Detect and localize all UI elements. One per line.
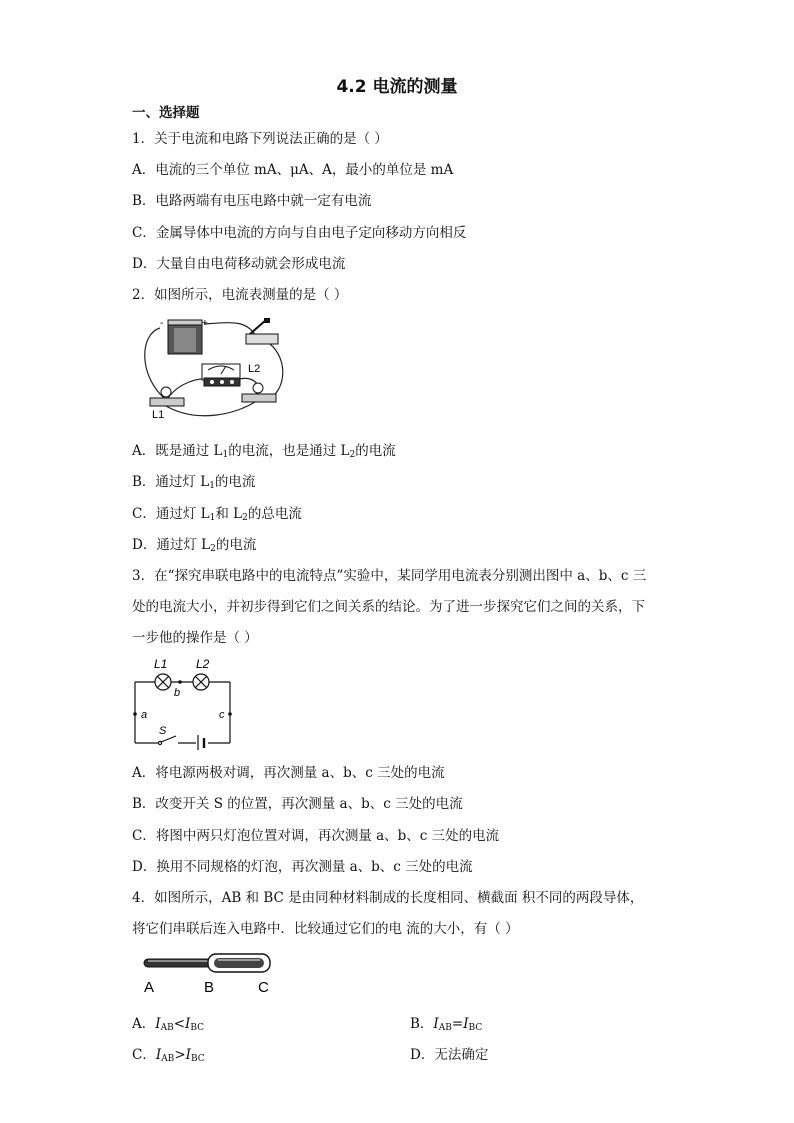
q1-option-c: C．金属导体中电流的方向与自由电子定向移动方向相反 bbox=[132, 225, 467, 241]
lamp-l2-icon bbox=[193, 674, 209, 690]
point-a-label: A bbox=[144, 979, 155, 996]
q3-option-b: B．改变开关 S 的位置，再次测量 a、b、c 三处的电流 bbox=[132, 796, 463, 812]
q3-circuit-figure bbox=[130, 654, 236, 750]
wire bbox=[145, 328, 164, 398]
q3-option-d: D．换用不同规格的灯泡，再次测量 a、b、c 三处的电流 bbox=[132, 859, 473, 875]
lamp-l1-label: L1 bbox=[154, 657, 168, 671]
point-a-dot bbox=[133, 712, 137, 716]
q3-stem-line-3: 一步他的操作是（ ） bbox=[132, 630, 258, 646]
q2-circuit-figure bbox=[138, 314, 290, 422]
conductor-bc-icon bbox=[208, 954, 270, 972]
point-b-label: B bbox=[204, 979, 215, 996]
ammeter-icon bbox=[202, 364, 240, 386]
q4-option-c: C．$I_{AB}>I_{BC}$ bbox=[132, 1047, 205, 1064]
q1-option-a: A．电流的三个单位 mA、μA、A，最小的单位是 mA bbox=[132, 162, 454, 178]
point-b-label: b bbox=[174, 687, 181, 699]
q2-option-a: A．既是通过 $L_1$的电流，也是通过 $L_2$的电流 bbox=[132, 443, 396, 460]
q4-stem-line-2: 将它们串联后连入电路中．比较通过它们的电 流的大小，有（ ） bbox=[132, 921, 519, 937]
lamp-l1-label: L1 bbox=[152, 409, 165, 421]
switch-label: S bbox=[159, 725, 167, 737]
battery-icon bbox=[198, 735, 204, 750]
section-heading: 一、选择题 bbox=[132, 105, 200, 121]
point-c-label: C bbox=[258, 979, 269, 996]
page-title: 4.2 电流的测量 bbox=[336, 77, 458, 97]
q2-option-c: C．通过灯 $L_1$和 $L_2$的总电流 bbox=[132, 506, 302, 523]
switch-icon bbox=[158, 736, 176, 745]
point-a-label: a bbox=[141, 709, 148, 721]
q4-option-a: A．$I_{AB}<I_{BC}$ bbox=[132, 1016, 205, 1033]
battery-plus-label: + bbox=[202, 318, 208, 329]
q1-option-d: D．大量自由电荷移动就会形成电流 bbox=[132, 256, 346, 272]
switch-icon bbox=[246, 318, 278, 344]
battery-icon bbox=[168, 320, 202, 354]
point-c-dot bbox=[228, 712, 232, 716]
lamp-l1-icon bbox=[155, 674, 171, 690]
wire bbox=[270, 344, 283, 398]
q4-option-b: B．$I_{AB}=I_{BC}$ bbox=[410, 1016, 483, 1033]
lamp-l1-icon bbox=[150, 387, 184, 406]
q2-stem: 2．如图所示，电流表测量的是（ ） bbox=[132, 287, 348, 303]
q3-option-a: A．将电源两极对调，再次测量 a、b、c 三处的电流 bbox=[132, 765, 445, 781]
lamp-l2-label: L2 bbox=[196, 657, 210, 671]
q3-option-c: C．将图中两只灯泡位置对调，再次测量 a、b、c 三处的电流 bbox=[132, 828, 500, 844]
q1-stem: 1．关于电流和电路下列说法正确的是（ ） bbox=[132, 131, 388, 147]
q2-option-d: D．通过灯 $L_2$的电流 bbox=[132, 537, 257, 554]
point-b-dot bbox=[178, 680, 182, 684]
lamp-l2-label: L2 bbox=[248, 363, 261, 375]
q4-stem-line-1: 4．如图所示，AB 和 BC 是由同种材料制成的长度相同、横截面 积不同的两段导体， bbox=[132, 890, 644, 906]
q4-conductor-figure bbox=[140, 952, 280, 996]
lamp-l2-icon bbox=[242, 383, 276, 402]
q3-stem-line-2: 处的电流大小，并初步得到它们之间关系的结论。为了进一步探究它们之间的关系，下 bbox=[132, 599, 645, 615]
q4-option-d: D．无法确定 bbox=[410, 1047, 489, 1063]
q3-stem-line-1: 3．在“探究串联电路中的电流特点”实验中，某同学用电流表分别测出图中 a、b、c 三 bbox=[132, 568, 647, 584]
q1-option-b: B．电路两端有电压电路中就一定有电流 bbox=[132, 193, 372, 209]
battery-minus-label: - bbox=[160, 318, 164, 329]
point-c-label: c bbox=[219, 709, 225, 721]
q2-option-b: B．通过灯 $L_1$的电流 bbox=[132, 474, 256, 491]
conductor-ab-icon bbox=[144, 959, 214, 967]
